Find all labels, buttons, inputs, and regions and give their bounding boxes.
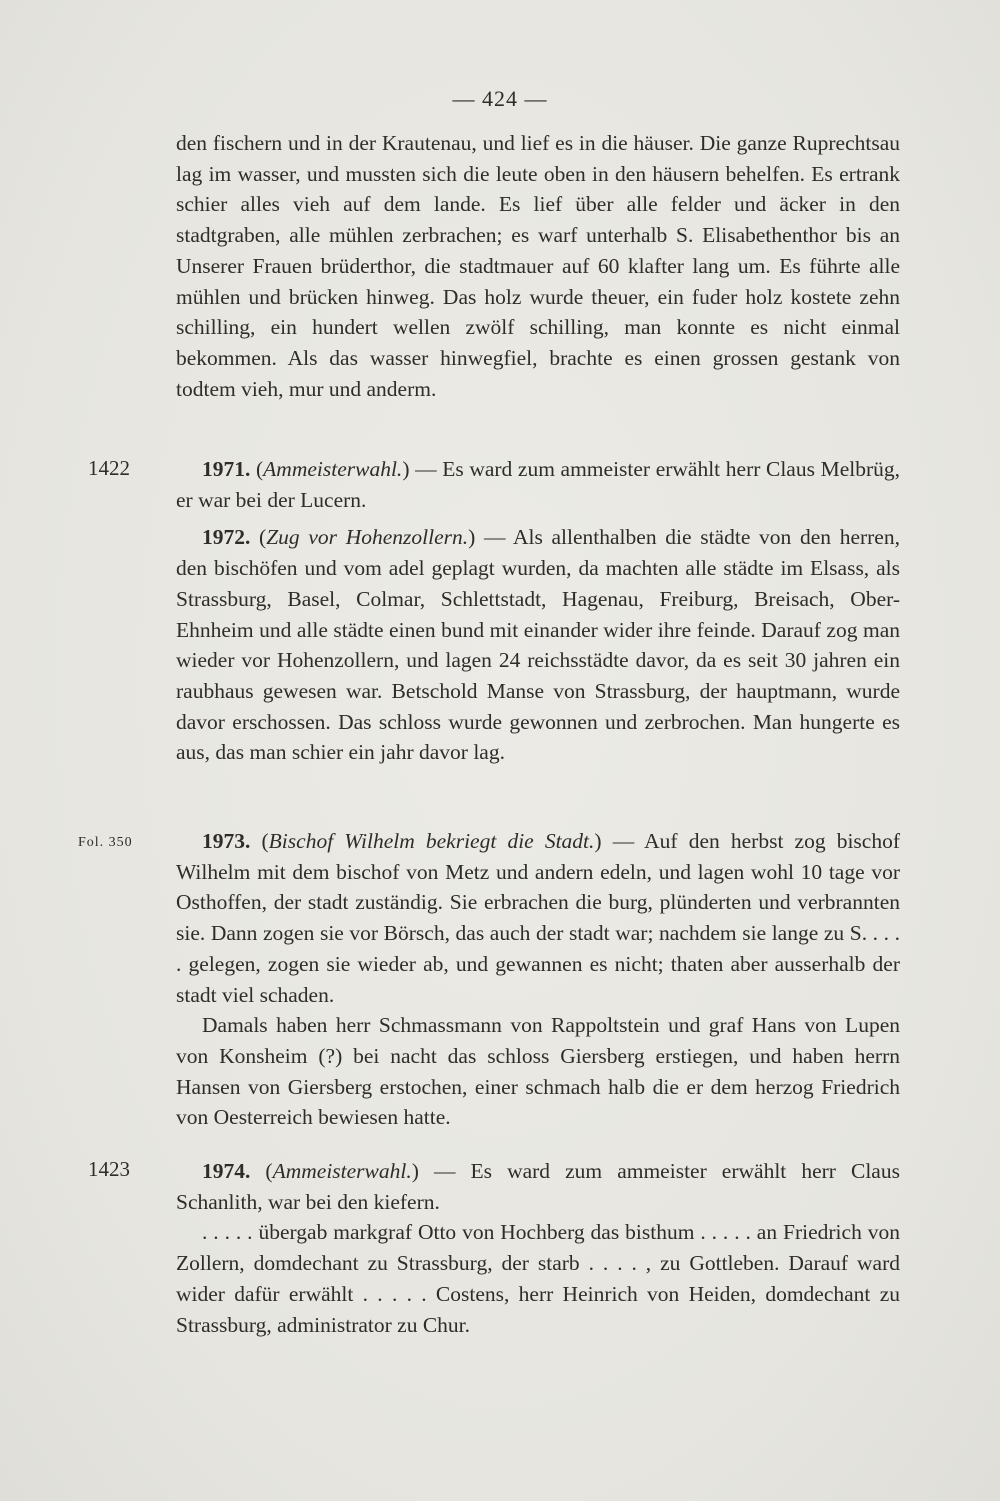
entry-text: — Es ward zum ammeister erwählt herr Claus Melbrüg, er war bei der Lucern. (176, 457, 900, 512)
entry-number: 1973. (202, 829, 251, 853)
entry-1974: 1974. (Ammeisterwahl.) — Es ward zum ammeister erwählt herr Claus Schanlith, war bei den kiefern. (176, 1159, 900, 1214)
entry-text: — Es ward zum ammeister erwählt herr Claus Schanlith, war bei den kiefern. (176, 1159, 900, 1214)
entry-number: 1972. (202, 525, 251, 550)
entry-number: 1971. (202, 457, 251, 481)
margin-year-1422: 1422 (88, 456, 130, 480)
margin-folio: Fol. 350 (78, 835, 133, 850)
entry-text: — Auf den herbst zog bischof Wilhelm mit dem bischof von Metz und andern edeln, und lagen wohl 10 tage vor Osthoffen, der stadt zuständig. Sie erbrachen die burg, plünderten und verbrannten sie. Dann zogen sie vor Börsch, das auch der stadt war; nachdem sie lange zu S. . . . . gelegen, zogen sie wieder ab, und gewannen es nicht; thaten aber ausserhalb der stadt viel schaden. (176, 829, 900, 1007)
text-block-flood (176, 128, 900, 404)
entry-title: Ammeisterwahl. (263, 457, 403, 481)
entry-number: 1974. (202, 1159, 251, 1183)
entry-title: Zug vor Hohenzollern. (266, 525, 469, 550)
entry-title: Bischof Wilhelm bekriegt die Stadt. (268, 829, 595, 853)
page-number: — 424 — (452, 86, 548, 111)
entry-1974-block (176, 1156, 900, 1340)
entries-1971-1972 (176, 454, 900, 768)
entry-1973-continuation: Damals haben herr Schmassmann von Rappoltstein und graf Hans von Lupen von Konsheim (?) bei nacht das schloss Giersberg erstiegen, und haben herrn Hansen von Giersberg erstochen, einer schmach halb die er dem herzog Friedrich von Oesterreich bewiesen hatte. (176, 1013, 900, 1130)
margin-year-1423: 1423 (88, 1157, 130, 1181)
paragraph-flood: den fischern und in der Krautenau, und lief es in die häuser. Die ganze Ruprechtsau lag im wasser, und mussten sich die leute oben in den häusern behelfen. Es ertrank schier alles vieh auf dem lande. Es lief über alle felder und äcker in den stadtgraben, alle mühlen zerbrachen; es warf unterhalb S. Elisabethenthor bis an Unserer Frauen brüderthor, die stadtmauer auf 60 klafter lang um. Es führte alle mühlen und brücken hinweg. Das holz wurde theuer, ein fuder holz kostete zehn schilling, ein hundert wellen zwölf schilling, man konnte es nicht einmal bekommen. Als das wasser hinwegfiel, brachte es einen grossen gestank von todtem vieh, mur und anderm. (176, 131, 900, 401)
entry-1973-block (176, 826, 900, 1133)
entry-1974-continuation: . . . . . übergab markgraf Otto von Hochberg das bisthum . . . . . an Friedrich von Zollern, domdechant zu Strassburg, der starb . . . . , zu Gottleben. Darauf ward wider dafür erwählt . . . . . Costens, herr Heinrich von Heiden, domdechant zu Strassburg, administrator zu Chur. (176, 1220, 900, 1337)
entry-1973: 1973. (Bischof Wilhelm bekriegt die Stadt.) — Auf den herbst zog bischof Wilhelm mit dem bischof von Metz und andern edeln, und lagen wohl 10 tage vor Osthoffen, der stadt zuständig. Sie erbrachen die burg, plünderten und verbrannten sie. Dann zogen sie vor Börsch, das auch der stadt war; nachdem sie lange zu S. . . . . gelegen, zogen sie wieder ab, und gewannen es nicht; thaten aber ausserhalb der stadt viel schaden. (176, 829, 900, 1007)
entry-text: — Als allenthalben die städte von den herren, den bischöfen und vom adel geplagt wurden, da machten alle städte im Elsass, als Strassburg, Basel, Colmar, Schlettstadt, Hagenau, Freiburg, Breisach, Ober-Ehnheim und alle städte einen bund mit einander wider ihre feinde. Darauf zog man wieder vor Hohenzollern, und lagen 24 reichsstädte davor, da es seit 30 jahren ein raubhaus gewesen war. Betschold Manse von Strassburg, der hauptmann, wurde davor erschossen. Das schloss wurde gewonnen und zerbrochen. Man hungerte es aus, das man schier ein jahr davor lag. (176, 525, 900, 765)
entry-title: Ammeisterwahl. (272, 1159, 412, 1183)
entry-1971: 1971. (Ammeisterwahl.) — Es ward zum ammeister erwählt herr Claus Melbrüg, er war bei der Lucern. (176, 457, 900, 512)
entry-1972: 1972. (Zug vor Hohenzollern.) — Als allenthalben die städte von den herren, den bischöfen und vom adel geplagt wurden, da machten alle städte im Elsass, als Strassburg, Basel, Colmar, Schlettstadt, Hagenau, Freiburg, Breisach, Ober-Ehnheim und alle städte einen bund mit einander wider ihre feinde. Darauf zog man wieder vor Hohenzollern, und lagen 24 reichsstädte davor, da es seit 30 jahren ein raubhaus gewesen war. Betschold Manse von Strassburg, der hauptmann, wurde davor erschossen. Das schloss wurde gewonnen und zerbrochen. Man hungerte es aus, das man schier ein jahr davor lag. (176, 525, 900, 765)
